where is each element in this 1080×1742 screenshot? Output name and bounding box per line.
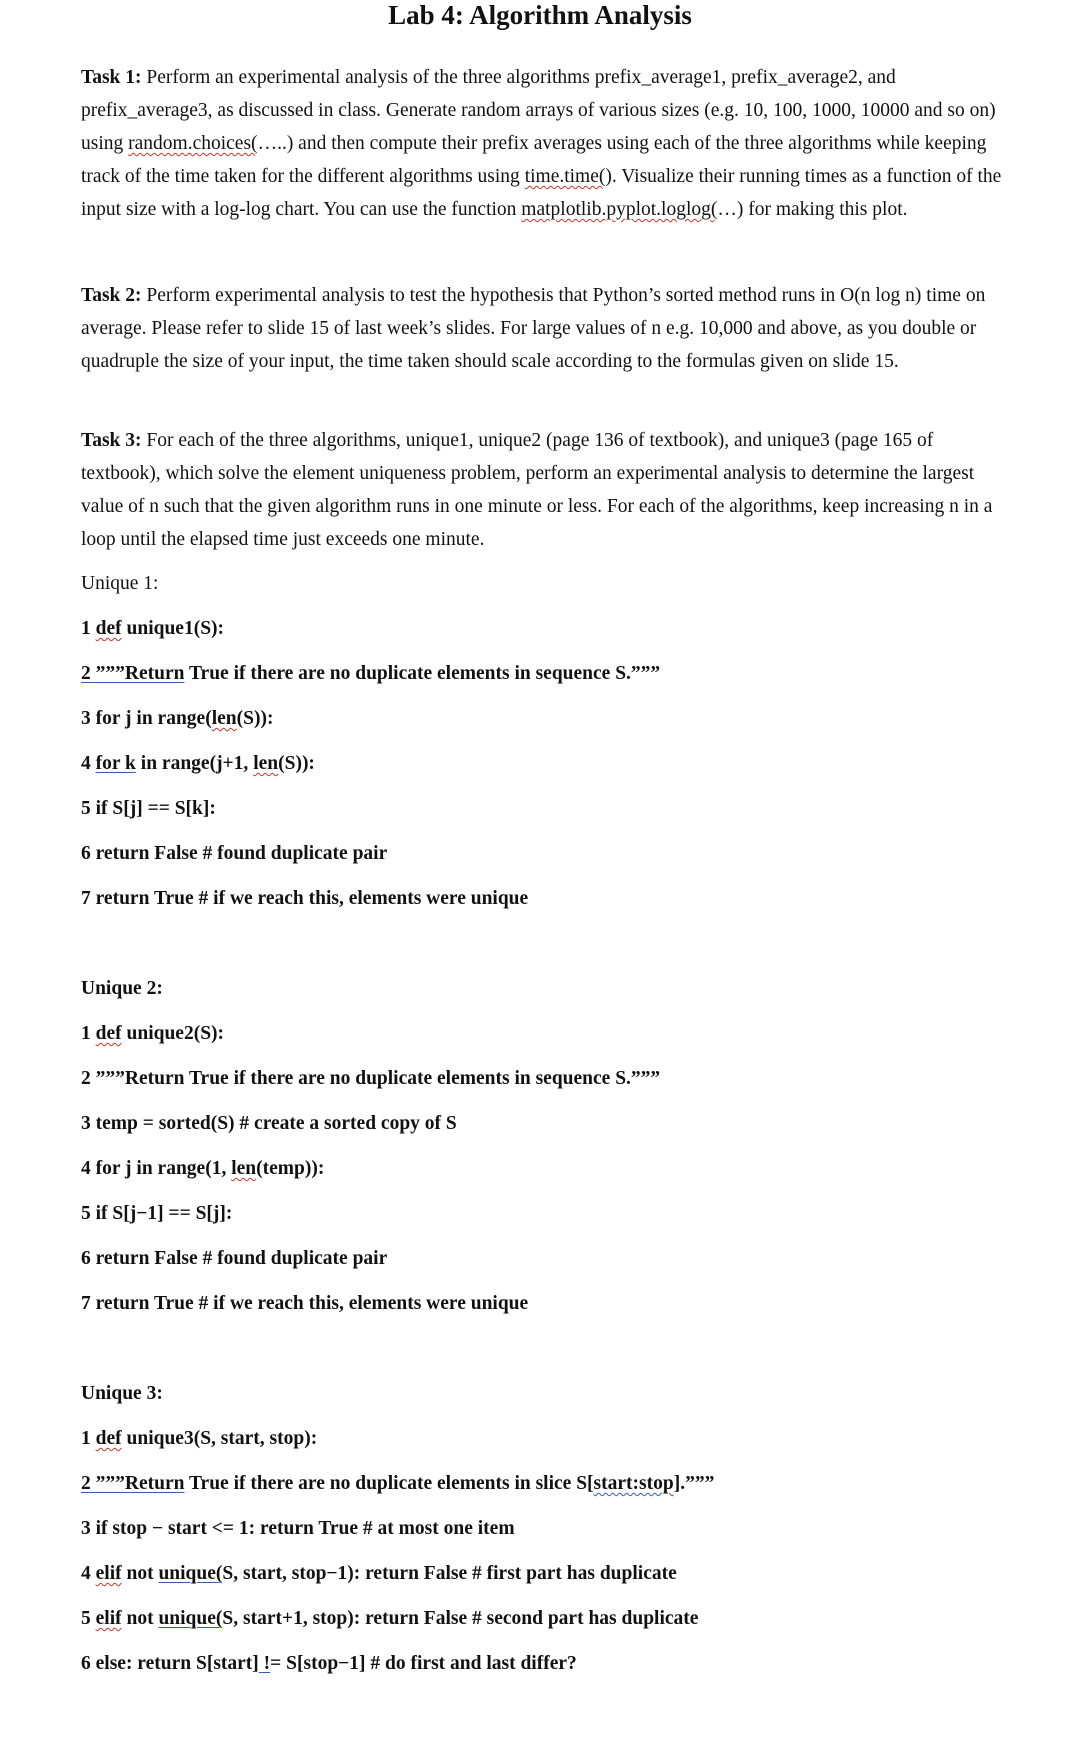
unique-3-line-2: [81, 1472, 714, 1496]
line-text: 3 for j in range(: [81, 708, 212, 729]
task-3-text: For each of the three algorithms, unique1, unique2 (page 136 of textbook), and unique3 (page 165 of textbook), which solve the element uniqueness problem, perform an experimental analysis to determine the largest value of n such that the given algorithm runs in one minute or less. For each of the algorithms, keep increasing n in a loop until the elapsed time just exceeds one minute.: [81, 430, 993, 550]
unique-1-line-5: 5 if S[j] == S[k]:: [81, 798, 216, 819]
line-number: 4: [81, 1563, 96, 1584]
return-word: Return: [124, 663, 185, 684]
return-word: Return: [124, 1473, 185, 1494]
elif-keyword: elif: [95, 1608, 122, 1629]
unique-2-line-6: 6 return False # found duplicate pair: [81, 1248, 388, 1269]
len-word: len: [231, 1158, 257, 1179]
unique-1-line-4: [81, 752, 315, 776]
unique-1-heading: Unique 1:: [81, 573, 159, 594]
unique-3-heading: Unique 3:: [81, 1383, 163, 1404]
len-word: len: [211, 708, 237, 729]
task-3-label: Task 3:: [81, 430, 142, 451]
unique-2-line-4: [81, 1157, 324, 1181]
unique-1-line-1: [81, 617, 224, 641]
page-title: Lab 4: Algorithm Analysis: [388, 0, 692, 30]
line-number: 4: [81, 753, 96, 774]
line-number: 1: [81, 1023, 96, 1044]
def-keyword: def: [95, 618, 122, 639]
unique-call: unique(: [158, 1608, 223, 1629]
def-keyword: def: [95, 1023, 122, 1044]
line-text: not: [121, 1608, 159, 1629]
line-text: (S)):: [236, 708, 274, 729]
line-text: (S)):: [278, 753, 315, 774]
line-text: ].”””: [673, 1473, 715, 1494]
unique-2-line-7: 7 return True # if we reach this, elements were unique: [81, 1293, 529, 1314]
docstring-open: 2 ”””: [81, 1473, 125, 1494]
unique-3-line-3: 3 if stop − start <= 1: return True # at most one item: [81, 1518, 515, 1539]
unique-2-line-5: 5 if S[j−1] == S[j]:: [81, 1203, 233, 1224]
line-text: (temp)):: [256, 1158, 325, 1179]
not-equal-operator: !: [258, 1653, 271, 1674]
unique-2-line-1: [81, 1022, 224, 1046]
time-time-code: time.time(: [524, 166, 606, 187]
line-text: True if there are no duplicate elements in slice S[: [184, 1473, 594, 1494]
def-keyword: def: [95, 1428, 122, 1449]
line-text: 4 for j in range(1,: [81, 1158, 232, 1179]
line-text: S, start, stop−1): return False # first part has duplicate: [222, 1563, 677, 1584]
unique-call: unique(: [158, 1563, 223, 1584]
line-text: True if there are no duplicate elements in sequence S.”””: [184, 663, 661, 684]
task-1-text-a: Perform an experimental analysis of the three algorithms prefix_average1, prefix_average2, and prefix_average3, as discussed in class. Generate random arrays of various sizes (e.g. 10, 100, 1000, 10000 and so on) using: [81, 67, 996, 154]
task-1-label: Task 1:: [81, 67, 142, 88]
for-k-phrase: for k: [95, 753, 136, 774]
unique-2-heading: Unique 2:: [81, 978, 163, 999]
task-1-text-b: …..) and then compute their prefix averages using each of the three algorithms while keeping track of the time taken for the different algorithms using: [81, 133, 987, 187]
unique-3-line-5: [81, 1607, 698, 1631]
line-text: unique1(S):: [121, 618, 225, 639]
random-choices-code: random.choices(: [128, 133, 258, 154]
line-number: 1: [81, 1428, 96, 1449]
task-2-text: Perform experimental analysis to test the hypothesis that Python’s sorted method runs in O(n log n) time on average. Please refer to slide 15 of last week’s slides. For large values of n e.g. 10,000 and above, as you double or quadruple the size of your input, the time taken should scale according to the formulas given on slide 15.: [81, 285, 986, 372]
loglog-code: matplotlib.pyplot.loglog(: [521, 199, 718, 220]
task-2-label: Task 2:: [81, 285, 142, 306]
task-1-text-d: …) for making this plot.: [717, 199, 908, 220]
len-word: len: [253, 753, 279, 774]
line-text: in range(j+1,: [135, 753, 254, 774]
unique-1-line-6: 6 return False # found duplicate pair: [81, 843, 388, 864]
docstring-open: 2 ”””: [81, 663, 125, 684]
line-text: 6 else: return S[start]: [81, 1653, 259, 1674]
unique-2-line-2: 2 ”””Return True if there are no duplicate elements in sequence S.”””: [81, 1068, 661, 1089]
task-2-paragraph: [81, 279, 1011, 378]
unique-1-line-3: [81, 707, 273, 731]
unique-3-line-4: [81, 1562, 677, 1586]
unique-1-line-2: [81, 662, 660, 686]
unique-1-line-7: 7 return True # if we reach this, elements were unique: [81, 888, 529, 909]
line-number: 5: [81, 1608, 96, 1629]
task-3-paragraph: [81, 424, 1011, 556]
line-text: = S[stop−1] # do first and last differ?: [270, 1653, 577, 1674]
slice-range: start:stop: [593, 1473, 674, 1494]
line-text: unique3(S, start, stop):: [121, 1428, 318, 1449]
line-number: 1: [81, 618, 96, 639]
unique-3-line-1: [81, 1427, 317, 1451]
elif-keyword: elif: [95, 1563, 122, 1584]
unique-3-line-6: [81, 1652, 577, 1676]
task-1-text-c: ). Visualize their running times as a function of the input size with a log-log chart. You can use the function: [81, 166, 1002, 220]
task-1-paragraph: [81, 61, 1011, 226]
line-text: unique2(S):: [121, 1023, 225, 1044]
unique-2-line-3: 3 temp = sorted(S) # create a sorted copy of S: [81, 1113, 457, 1134]
line-text: S, start+1, stop): return False # second part has duplicate: [222, 1608, 699, 1629]
line-text: not: [121, 1563, 159, 1584]
